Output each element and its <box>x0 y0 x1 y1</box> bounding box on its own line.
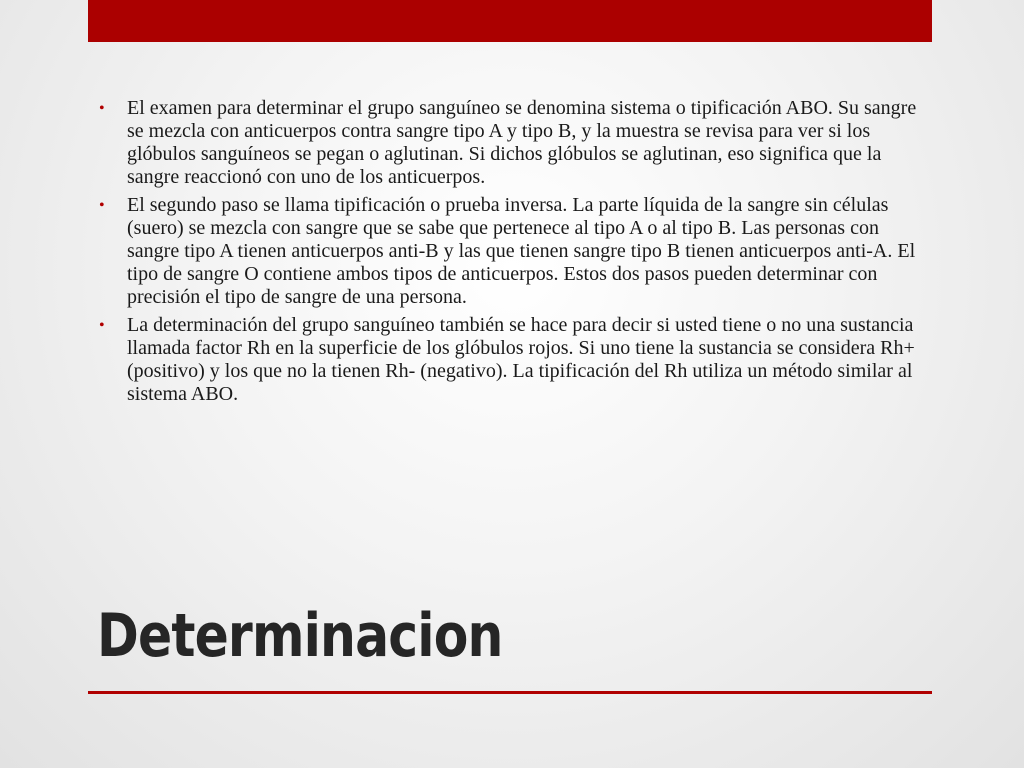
title-underline-divider <box>88 691 932 694</box>
bullet-text-3: La determinación del grupo sanguíneo también se hace para decir si usted tiene o no una sustancia llamada factor Rh en la superficie de los glóbulos rojos. Si uno tiene la sustancia se considera Rh+ (positivo) y los que no la tienen Rh- (negativo). La tipificación del Rh utiliza un método similar al sistema ABO. <box>127 314 915 405</box>
bullet-dot-icon: • <box>99 100 105 117</box>
bullet-item-3 <box>97 314 927 406</box>
bullet-list <box>97 97 927 406</box>
top-accent-bar <box>88 0 932 42</box>
bullet-dot-icon: • <box>99 197 105 214</box>
bullet-text-2: El segundo paso se llama tipificación o prueba inversa. La parte líquida de la sangre sin células (suero) se mezcla con sangre que se sabe que pertenece al tipo A o al tipo B. Las personas con sangre tipo A tienen anticuerpos anti-B y las que tienen sangre tipo B tienen anticuerpos anti-A. El tipo de sangre O contiene ambos tipos de anticuerpos. Estos dos pasos pueden determinar con precisión el tipo de sangre de una persona. <box>127 194 916 308</box>
slide-body <box>97 97 927 411</box>
slide-title: Determinacion <box>97 601 503 671</box>
bullet-dot-icon: • <box>99 317 105 334</box>
bullet-item-1 <box>97 97 927 189</box>
bullet-item-2 <box>97 194 927 309</box>
bullet-text-1: El examen para determinar el grupo sanguíneo se denomina sistema o tipificación ABO. Su sangre se mezcla con anticuerpos contra sangre tipo A y tipo B, y la muestra se revisa para ver si los glóbulos sanguíneos se pegan o aglutinan. Si dichos glóbulos se aglutinan, eso significa que la sangre reaccionó con uno de los anticuerpos. <box>127 97 917 188</box>
